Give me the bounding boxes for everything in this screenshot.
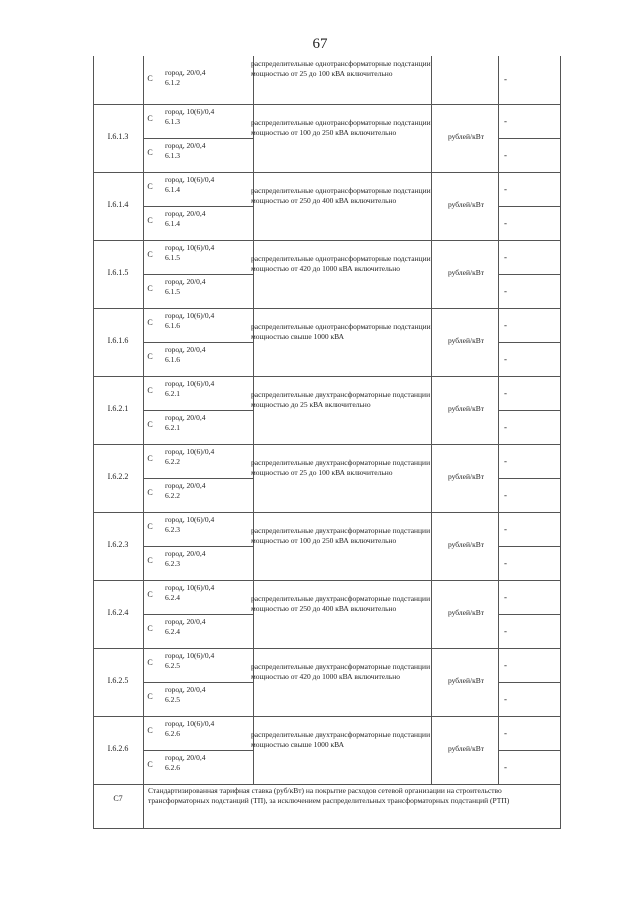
item-code: 6.1.3 bbox=[165, 116, 180, 126]
unit-cell: рублей/кВт bbox=[447, 540, 485, 549]
item-code: 6.1.5 bbox=[165, 286, 180, 296]
row-label: С bbox=[147, 250, 153, 259]
footer-description: Стандартизированная тарифная ставка (руб/кВт) на покрытие расходов сетевой организации на строительство трансформаторных подстанций (ТП), за исключением распределительных трансформаторных подстанций (РТП) bbox=[148, 786, 510, 805]
description-cell: распределительные двухтрансформаторные подстанции мощностью от 100 до 250 кВА включительно bbox=[251, 526, 431, 545]
voltage-cell bbox=[165, 685, 247, 704]
row-label: С bbox=[147, 114, 153, 123]
value-cell: - bbox=[504, 456, 507, 466]
row-label: С bbox=[147, 284, 153, 293]
row-label: С bbox=[147, 488, 153, 497]
row-label: С bbox=[147, 624, 153, 633]
subrow-divider bbox=[143, 206, 253, 207]
column-divider bbox=[143, 784, 144, 828]
voltage-class: город, 20/0,4 bbox=[165, 277, 206, 286]
subrow-divider bbox=[143, 274, 253, 275]
subrow-divider bbox=[143, 682, 253, 683]
voltage-cell bbox=[165, 243, 247, 262]
voltage-class: город, 10(6)/0,4 bbox=[165, 243, 215, 252]
value-cell: - bbox=[504, 320, 507, 330]
subrow-divider bbox=[498, 546, 560, 547]
row-divider bbox=[93, 512, 560, 513]
row-divider bbox=[93, 376, 560, 377]
unit-cell: рублей/кВт bbox=[447, 336, 485, 345]
subrow-divider bbox=[498, 410, 560, 411]
value-cell: - bbox=[504, 74, 507, 84]
subrow-divider bbox=[498, 274, 560, 275]
value-cell: - bbox=[504, 218, 507, 228]
voltage-cell bbox=[165, 68, 247, 87]
voltage-cell bbox=[165, 481, 247, 500]
unit-cell: рублей/кВт bbox=[447, 404, 485, 413]
voltage-class: город, 10(6)/0,4 bbox=[165, 447, 215, 456]
row-divider bbox=[93, 648, 560, 649]
item-code: 6.2.1 bbox=[165, 388, 180, 398]
item-code: 6.1.2 bbox=[165, 77, 180, 87]
item-code: 6.2.2 bbox=[165, 456, 180, 466]
description-cell: распределительные двухтрансформаторные подстанции мощностью свыше 1000 кВА bbox=[251, 730, 431, 749]
voltage-cell bbox=[165, 345, 247, 364]
voltage-class: город, 10(6)/0,4 bbox=[165, 107, 215, 116]
voltage-cell bbox=[165, 549, 247, 568]
voltage-class: город, 10(6)/0,4 bbox=[165, 651, 215, 660]
row-label: С bbox=[147, 74, 153, 83]
row-divider bbox=[93, 172, 560, 173]
description-cell: распределительные двухтрансформаторные подстанции мощностью до 25 кВА включительно bbox=[251, 390, 431, 409]
row-divider bbox=[93, 716, 560, 717]
item-code: 6.1.6 bbox=[165, 354, 180, 364]
subrow-divider bbox=[143, 546, 253, 547]
tariff-table bbox=[93, 56, 560, 828]
item-code: 6.1.4 bbox=[165, 184, 180, 194]
unit-cell: рублей/кВт bbox=[447, 676, 485, 685]
value-cell: - bbox=[504, 728, 507, 738]
row-label: С bbox=[147, 760, 153, 769]
value-cell: - bbox=[504, 388, 507, 398]
description-cell: распределительные однотрансформаторные подстанции мощностью от 100 до 250 кВА включительно bbox=[251, 118, 431, 137]
item-code: 6.2.6 bbox=[165, 762, 180, 772]
column-divider bbox=[143, 56, 144, 784]
value-cell: - bbox=[504, 184, 507, 194]
voltage-class: город, 10(6)/0,4 bbox=[165, 583, 215, 592]
item-code: 6.1.5 bbox=[165, 252, 180, 262]
voltage-class: город, 20/0,4 bbox=[165, 685, 206, 694]
value-cell: - bbox=[504, 252, 507, 262]
group-code: I.6.1.6 bbox=[107, 336, 129, 345]
description-cell: распределительные однотрансформаторные подстанции мощностью свыше 1000 кВА bbox=[251, 322, 431, 341]
value-cell: - bbox=[504, 626, 507, 636]
voltage-cell bbox=[165, 175, 247, 194]
subrow-divider bbox=[143, 750, 253, 751]
row-divider bbox=[93, 240, 560, 241]
value-cell: - bbox=[504, 524, 507, 534]
voltage-class: город, 10(6)/0,4 bbox=[165, 175, 215, 184]
row-label: С bbox=[147, 318, 153, 327]
voltage-cell bbox=[165, 413, 247, 432]
voltage-cell bbox=[165, 583, 247, 602]
value-cell: - bbox=[504, 558, 507, 568]
voltage-cell bbox=[165, 515, 247, 534]
row-label: С bbox=[147, 386, 153, 395]
group-code: I.6.1.5 bbox=[107, 268, 129, 277]
row-label: С bbox=[147, 420, 153, 429]
group-code: I.6.1.3 bbox=[107, 132, 129, 141]
unit-cell: рублей/кВт bbox=[447, 132, 485, 141]
unit-cell: рублей/кВт bbox=[447, 268, 485, 277]
value-cell: - bbox=[504, 660, 507, 670]
row-divider bbox=[93, 784, 560, 785]
group-code: I.6.2.2 bbox=[107, 472, 129, 481]
voltage-class: город, 10(6)/0,4 bbox=[165, 515, 215, 524]
item-code: 6.1.6 bbox=[165, 320, 180, 330]
row-label: С bbox=[147, 148, 153, 157]
description-cell: распределительные однотрансформаторные подстанции мощностью от 250 до 400 кВА включительно bbox=[251, 186, 431, 205]
subrow-divider bbox=[143, 478, 253, 479]
value-cell: - bbox=[504, 150, 507, 160]
row-divider bbox=[93, 580, 560, 581]
item-code: 6.1.4 bbox=[165, 218, 180, 228]
value-cell: - bbox=[504, 694, 507, 704]
row-label: С bbox=[147, 454, 153, 463]
description-cell: распределительные двухтрансформаторные подстанции мощностью от 420 до 1000 кВА включительно bbox=[251, 662, 431, 681]
item-code: 6.2.4 bbox=[165, 626, 180, 636]
row-label: С bbox=[147, 658, 153, 667]
table-border-right bbox=[560, 56, 561, 828]
value-cell: - bbox=[504, 762, 507, 772]
voltage-class: город, 10(6)/0,4 bbox=[165, 719, 215, 728]
row-label: С bbox=[147, 182, 153, 191]
subrow-divider bbox=[498, 478, 560, 479]
voltage-class: город, 20/0,4 bbox=[165, 209, 206, 218]
value-cell: - bbox=[504, 592, 507, 602]
item-code: 6.2.2 bbox=[165, 490, 180, 500]
voltage-class: город, 20/0,4 bbox=[165, 68, 206, 77]
voltage-cell bbox=[165, 209, 247, 228]
description-cell: распределительные двухтрансформаторные подстанции мощностью от 250 до 400 кВА включительно bbox=[251, 594, 431, 613]
item-code: 6.2.1 bbox=[165, 422, 180, 432]
row-divider bbox=[93, 444, 560, 445]
voltage-class: город, 10(6)/0,4 bbox=[165, 311, 215, 320]
value-cell: - bbox=[504, 286, 507, 296]
voltage-class: город, 20/0,4 bbox=[165, 549, 206, 558]
item-code: 6.2.5 bbox=[165, 660, 180, 670]
unit-cell: рублей/кВт bbox=[447, 608, 485, 617]
row-label: С bbox=[147, 556, 153, 565]
footer-code: С7 bbox=[113, 794, 123, 803]
group-code: I.6.2.1 bbox=[107, 404, 129, 413]
value-cell: - bbox=[504, 490, 507, 500]
voltage-cell bbox=[165, 141, 247, 160]
item-code: 6.1.3 bbox=[165, 150, 180, 160]
voltage-class: город, 20/0,4 bbox=[165, 753, 206, 762]
subrow-divider bbox=[498, 138, 560, 139]
value-cell: - bbox=[504, 354, 507, 364]
row-label: С bbox=[147, 692, 153, 701]
group-code: I.6.1.4 bbox=[107, 200, 129, 209]
subrow-divider bbox=[498, 750, 560, 751]
voltage-class: город, 20/0,4 bbox=[165, 141, 206, 150]
voltage-cell bbox=[165, 447, 247, 466]
voltage-class: город, 20/0,4 bbox=[165, 481, 206, 490]
table-border-bottom bbox=[93, 828, 561, 829]
value-cell: - bbox=[504, 116, 507, 126]
description-cell: распределительные однотрансформаторные подстанции мощностью от 25 до 100 кВА включительно bbox=[251, 59, 431, 78]
group-code: I.6.2.6 bbox=[107, 744, 129, 753]
item-code: 6.2.3 bbox=[165, 558, 180, 568]
row-divider bbox=[93, 308, 560, 309]
voltage-cell bbox=[165, 379, 247, 398]
subrow-divider bbox=[143, 342, 253, 343]
description-cell: распределительные двухтрансформаторные подстанции мощностью от 25 до 100 кВА включительно bbox=[251, 458, 431, 477]
row-label: С bbox=[147, 726, 153, 735]
voltage-cell bbox=[165, 311, 247, 330]
group-code: I.6.2.4 bbox=[107, 608, 129, 617]
voltage-class: город, 20/0,4 bbox=[165, 413, 206, 422]
column-divider bbox=[498, 56, 499, 784]
row-label: С bbox=[147, 352, 153, 361]
subrow-divider bbox=[143, 614, 253, 615]
row-divider bbox=[93, 104, 560, 105]
subrow-divider bbox=[498, 614, 560, 615]
voltage-cell bbox=[165, 719, 247, 738]
group-code: I.6.2.5 bbox=[107, 676, 129, 685]
item-code: 6.2.3 bbox=[165, 524, 180, 534]
description-cell: распределительные однотрансформаторные подстанции мощностью от 420 до 1000 кВА включительно bbox=[251, 254, 431, 273]
item-code: 6.2.6 bbox=[165, 728, 180, 738]
voltage-cell bbox=[165, 753, 247, 772]
subrow-divider bbox=[498, 682, 560, 683]
page-number: 67 bbox=[312, 36, 328, 52]
subrow-divider bbox=[143, 410, 253, 411]
voltage-class: город, 10(6)/0,4 bbox=[165, 379, 215, 388]
voltage-class: город, 20/0,4 bbox=[165, 617, 206, 626]
group-code: I.6.2.3 bbox=[107, 540, 129, 549]
column-divider bbox=[431, 56, 432, 784]
value-cell: - bbox=[504, 422, 507, 432]
item-code: 6.2.5 bbox=[165, 694, 180, 704]
row-label: С bbox=[147, 522, 153, 531]
row-label: С bbox=[147, 590, 153, 599]
subrow-divider bbox=[498, 342, 560, 343]
voltage-cell bbox=[165, 651, 247, 670]
unit-cell: рублей/кВт bbox=[447, 200, 485, 209]
unit-cell: рублей/кВт bbox=[447, 472, 485, 481]
voltage-cell bbox=[165, 277, 247, 296]
voltage-class: город, 20/0,4 bbox=[165, 345, 206, 354]
subrow-divider bbox=[498, 206, 560, 207]
row-label: С bbox=[147, 216, 153, 225]
voltage-cell bbox=[165, 617, 247, 636]
subrow-divider bbox=[143, 138, 253, 139]
voltage-cell bbox=[165, 107, 247, 126]
unit-cell: рублей/кВт bbox=[447, 744, 485, 753]
item-code: 6.2.4 bbox=[165, 592, 180, 602]
